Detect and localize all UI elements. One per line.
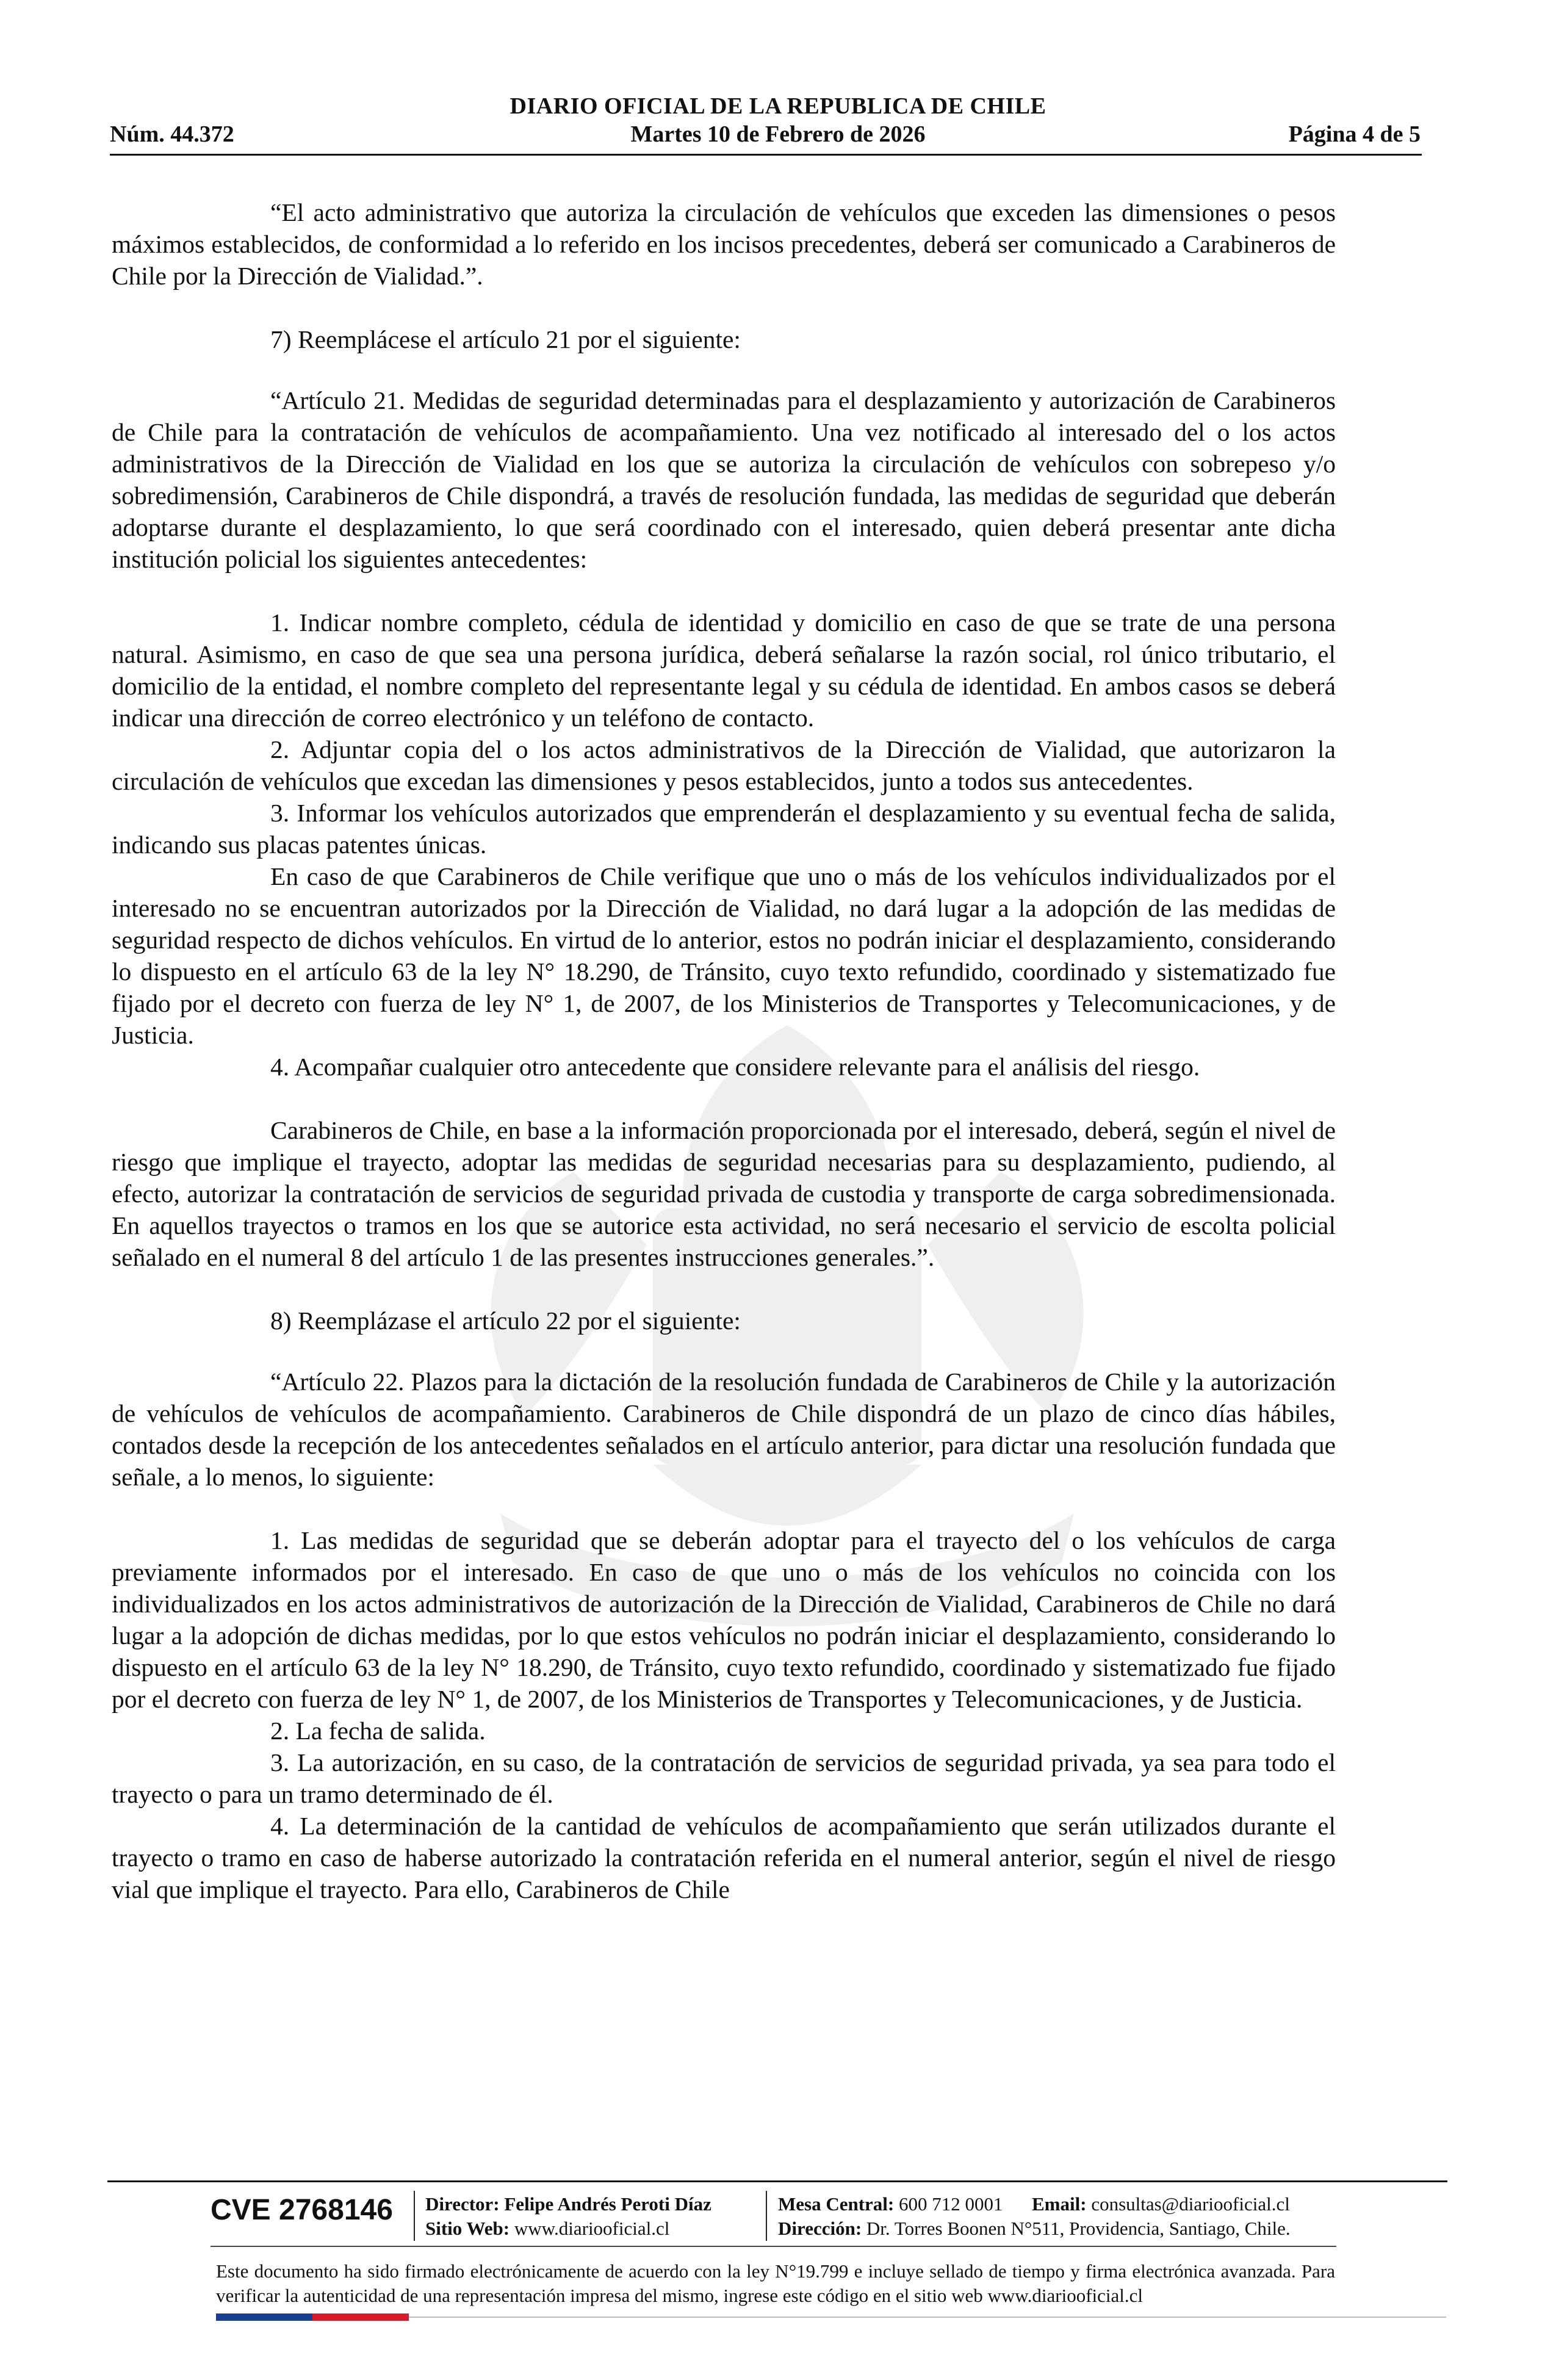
address-label: Dirección: xyxy=(778,2218,862,2239)
paragraph: “Artículo 22. Plazos para la dictación de la resolución fundada de Carabineros de Chile y la autorización de vehículos de vehículos de acompañamiento. Carabineros de Chile dispondrá de un plazo de cinco días hábiles, contados desde la recepción de los antecedentes señalados en el artículo anterior, para dictar una resolución fundada que señale, a lo menos, lo siguiente: xyxy=(112,1368,1336,1491)
director-label: Director: xyxy=(425,2193,500,2215)
paragraph: “El acto administrativo que autoriza la circulación de vehículos que exceden las dimensiones o pesos máximos establecidos, de conformidad a lo referido en los incisos precedentes, deberá ser comunicado a Carabineros de Chile por la Dirección de Vialidad.”. xyxy=(112,198,1336,290)
footer-separator xyxy=(766,2191,767,2241)
paragraph: En caso de que Carabineros de Chile verifique que uno o más de los vehículos individualizados por el interesado no se encuentran autorizados por la Dirección de Vialidad, no dará lugar a la adopción de las medidas de seguridad respecto de dichos vehículos. En virtud de lo anterior, estos no podrán iniciar el desplazamiento, considerando lo dispuesto en el artículo 63 de la ley N° 18.290, de Tránsito, cuyo texto refundido, coordinado y sistematizado fue fijado por el decreto con fuerza de ley N° 1, de 2007, de los Ministerios de Transportes y Telecomunicaciones, y de Justicia. xyxy=(112,862,1336,1049)
address-value: Dr. Torres Boonen N°511, Providencia, Santiago, Chile. xyxy=(866,2218,1291,2239)
list-item: 2. Adjuntar copia del o los actos administrativos de la Dirección de Vialidad, que autorizaron la circulación de vehículos que excedan las dimensiones y pesos establecidos, junto a todos sus antecedentes. xyxy=(112,735,1336,795)
footer-address xyxy=(778,2216,1291,2241)
paragraph: Carabineros de Chile, en base a la información proporcionada por el interesado, deberá, según el nivel de riesgo que implique el trayecto, adoptar las medidas de seguridad necesarias para su desplazamiento, pudiendo, al efecto, autorizar la contratación de servicios de seguridad privada de custodia y transporte de carga sobredimensionada. En aquellos trayectos o tramos en los que se autorice esta actividad, no será necesario el servicio de escolta policial señalado en el numeral 8 del artículo 1 de las presentes instrucciones generales.”. xyxy=(112,1116,1336,1271)
mesa-phone: 600 712 0001 xyxy=(899,2193,1003,2215)
mesa-label: Mesa Central: xyxy=(778,2193,895,2215)
website-label: Sitio Web: xyxy=(425,2218,510,2239)
page-number: Página 4 de 5 xyxy=(1288,121,1421,147)
legal-notice: Este documento ha sido firmado electrónicamente de acuerdo con la ley N°19.799 e incluye sellado de tiempo y firma electrónica avanzada. Para verificar la autenticidad de una representación impresa del mismo, ingrese este código en el sitio web www.diariooficial.cl xyxy=(216,2260,1335,2306)
footer-website xyxy=(425,2216,669,2241)
flag-bar-blue xyxy=(216,2313,312,2321)
paragraph: 7) Reemplácese el artículo 21 por el siguiente: xyxy=(270,325,741,353)
list-item: 4. La determinación de la cantidad de vehículos de acompañamiento que serán utilizados durante el trayecto o tramo en caso de haberse autorizado la contratación referida en el numeral anterior, según el nivel de riesgo vial que implique el trayecto. Para ello, Carabineros de Chile xyxy=(112,1812,1336,1903)
director-name: Felipe Andrés Peroti Díaz xyxy=(504,2193,711,2215)
paragraph: 8) Reemplázase el artículo 22 por el siguiente: xyxy=(270,1307,741,1335)
footer-divider-secondary xyxy=(211,2246,1336,2247)
issue-date: Martes 10 de Febrero de 2026 xyxy=(630,121,926,147)
list-item: 2. La fecha de salida. xyxy=(270,1717,486,1745)
email-label: Email: xyxy=(1032,2193,1087,2215)
footer-thin-line xyxy=(409,2317,1446,2318)
email-link[interactable]: consultas@diariooficial.cl xyxy=(1091,2193,1290,2215)
footer-director xyxy=(425,2192,711,2216)
website-link[interactable]: www.diariooficial.cl xyxy=(514,2218,670,2239)
paragraph: “Artículo 21. Medidas de seguridad determinadas para el desplazamiento y autorización de Carabineros de Chile para la contratación de vehículos de acompañamiento. Una vez notificado al interesado del o los actos administrativos de la Dirección de Vialidad en los que se autoriza la circulación de vehículos con sobrepeso y/o sobredimensión, Carabineros de Chile dispondrá, a través de resolución fundada, las medidas de seguridad que deberán adoptarse durante el desplazamiento, lo que será coordinado con el interesado, quien deberá presentar ante dicha institución policial los siguientes antecedentes: xyxy=(112,386,1336,573)
header-divider xyxy=(110,154,1422,156)
cve-code: CVE 2768146 xyxy=(211,2194,393,2226)
list-item: 4. Acompañar cualquier otro antecedente que considere relevante para el análisis del riesgo. xyxy=(270,1053,1200,1081)
footer-separator xyxy=(414,2191,415,2241)
footer-divider xyxy=(107,2180,1447,2182)
flag-bar-red xyxy=(312,2313,409,2321)
publication-title: DIARIO OFICIAL DE LA REPUBLICA DE CHILE xyxy=(510,93,1046,119)
list-item: 3. Informar los vehículos autorizados que emprenderán el desplazamiento y su eventual fecha de salida, indicando sus placas patentes únicas. xyxy=(112,799,1336,859)
document-body xyxy=(112,197,1336,1905)
list-item: 1. Las medidas de seguridad que se deberán adoptar para el trayecto del o los vehículos de carga previamente informados por el interesado. En caso de que uno o más de los vehículos no coincida con los individualizados en los actos administrativos de autorización de la Dirección de Vialidad, Carabineros de Chile no dará lugar a la adopción de dichas medidas, por lo que estos vehículos no podrán iniciar el desplazamiento, considerando lo dispuesto en el artículo 63 de la ley N° 18.290, de Tránsito, cuyo texto refundido, coordinado y sistematizado fue fijado por el decreto con fuerza de ley N° 1, de 2007, de los Ministerios de Transportes y Telecomunicaciones, y de Justicia. xyxy=(112,1526,1336,1713)
footer-contact xyxy=(778,2192,1290,2216)
list-item: 3. La autorización, en su caso, de la contratación de servicios de seguridad privada, ya sea para todo el trayecto o para un tramo determinado de él. xyxy=(112,1748,1336,1808)
issue-number: Núm. 44.372 xyxy=(110,121,234,147)
list-item: 1. Indicar nombre completo, cédula de identidad y domicilio en caso de que se trate de una persona natural. Asimismo, en caso de que sea una persona jurídica, deberá señalarse la razón social, rol único tributario, el domicilio de la entidad, el nombre completo del representante legal y su cédula de identidad. En ambos casos se deberá indicar una dirección de correo electrónico y un teléfono de contacto. xyxy=(112,608,1336,732)
